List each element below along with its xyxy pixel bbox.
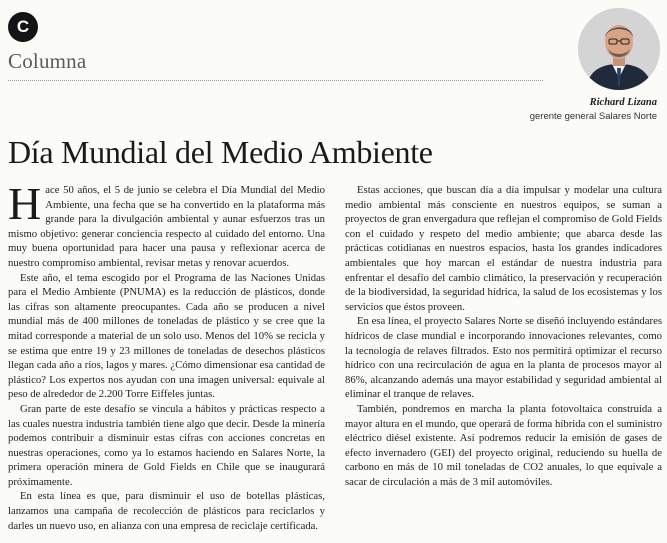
- header-divider: [8, 80, 543, 81]
- article-paragraph-6: En esa línea, el proyecto Salares Norte se diseñó incluyendo estándares hídricos de clase mundial e incorporando innovaciones relevantes, como la tecnología de relaves filtrados. Esto nos permitirá optimizar el recurso hídrico con una recirculación de agua en la planta de procesos mayor al 86%, alcanzando además una mayor estabilidad y seguridad ambiental al eliminar el tranque de relaves.: [345, 315, 662, 401]
- author-photo: [578, 8, 660, 90]
- article-paragraph-5: Estas acciones, que buscan día a día impulsar y modelar una cultura medio ambiental más consciente en nuestros equipos, se suman a proyectos de gran envergadura que reflejan el compromiso de Gold Fields con el cuidado y respeto del medio ambiente; que abarca desde las prácticas cotidianas en nuestros espacios, hasta los grandes indicadores ambientales que hoy marcan el estándar de nuestra industria para enfrentar el desafío del cambio climático, la preservación y recuperación de la biodiversidad, la seguridad hídrica, la salud de los ecosistemas y los servicios que éstos proveen.: [345, 184, 662, 313]
- author-role: gerente general Salares Norte: [529, 111, 657, 122]
- author-portrait-icon: [578, 8, 660, 90]
- article-column-left: [8, 178, 325, 533]
- article-paragraph-4: En esta línea es que, para disminuir el uso de botellas plásticas, lanzamos una campaña de recolección de plásticos para reciclarlos y darles un nuevo uso, en alianza con una empresa de reciclaje certificada.: [8, 490, 325, 532]
- article-paragraph-7: También, pondremos en marcha la planta fotovoltaica construida a mayor altura en el mundo, que operará de forma híbrida con el suministro eléctrico diésel existente. Así podremos reducir la emisión de gases de efecto invernadero (GEI) del proyecto original, reduciendo su huella de carbono en más de 10 mil toneladas de CO2 anuales, lo que equivale a sacar de circulación a más de 3 mil automóviles.: [345, 402, 662, 488]
- column-logo-badge: C: [8, 12, 38, 42]
- author-name: Richard Lizana: [589, 97, 657, 108]
- article-paragraph-3: Gran parte de este desafío se vincula a hábitos y prácticas respecto a las cuales nuestra industria también tiene algo que decir. Desde la minería podemos contribuir a disminuir estas cifras con acciones concretas en nuestras operaciones, como ya lo estamos haciendo en Salares Norte, la primera operación minera de Gold Fields en Chile que se inaugurará próximamente.: [8, 402, 325, 488]
- article-paragraph-1: Hace 50 años, el 5 de junio se celebra el Día Mundial del Medio Ambiente, una fecha que se ha convertido en la plataforma más grande para la divulgación ambiental y aunar esfuerzos tras un mismo objetivo: generar conciencia respecto al cuidado del entorno. Una muy buena oportunidad para hacer una pausa y reflexionar acerca de nuestro compromiso ambiental, revisar metas y renovar acuerdos.: [8, 178, 325, 269]
- article-title: Día Mundial del Medio Ambiente: [8, 134, 433, 170]
- article-paragraph-2: Este año, el tema escogido por el Programa de las Naciones Unidas para el Medio Ambiente (PNUMA) es la reducción de plásticos, donde las cifras son altamente preocupantes. Cada año se producen a nivel mundial más de 400 millones de toneladas de plástico y se cree que la mitad corresponde a material de un solo uso. Menos del 10% se recicla y se estima que entre 19 y 23 millones de toneladas de desechos plásticos llegan cada año a ríos, lagos y mares. ¿Cómo dimensionar esa cantidad de plástico? Los expertos nos ayudan con una imagen universal: equivale al peso de alrededor de 2.200 Torre Eiffeles juntas.: [8, 271, 325, 401]
- section-label: Columna: [8, 49, 87, 73]
- article-column-right: [345, 183, 662, 489]
- drop-cap: H: [8, 178, 42, 229]
